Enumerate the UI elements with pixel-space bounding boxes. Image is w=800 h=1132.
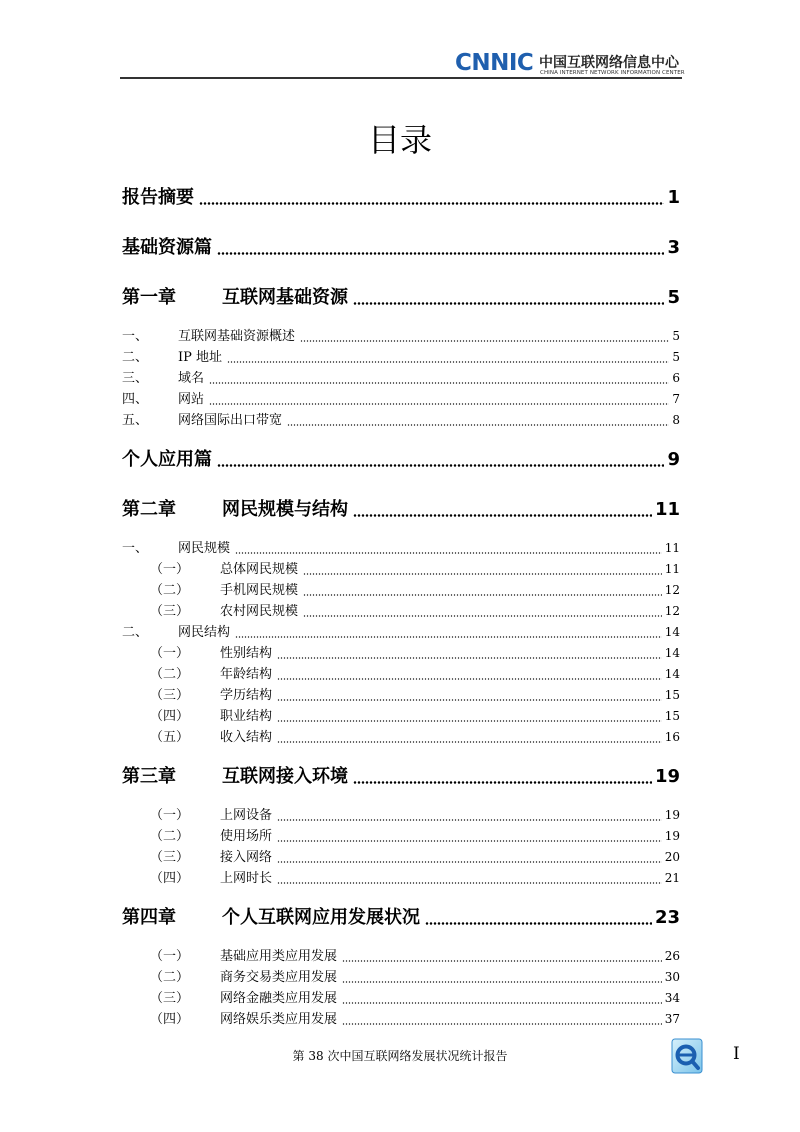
toc-section-entry [122, 868, 680, 889]
toc-entry-page: 6 [672, 370, 680, 385]
toc-entry-page: 15 [664, 708, 680, 723]
toc-entry-number: 第二章 [122, 499, 176, 520]
toc-entry-label: 农村网民规模 [220, 603, 299, 619]
toc-dot-leader [287, 410, 669, 431]
toc-chapter-entry [122, 287, 680, 309]
toc-entry-label: 基础应用类应用发展 [220, 948, 338, 964]
toc-section-entry [122, 967, 680, 988]
toc-entry-number: 二、 [122, 624, 149, 640]
toc-entry-label: IP 地址 [178, 349, 223, 365]
toc-entry-number: （一） [150, 807, 190, 823]
toc-dot-leader [342, 1009, 662, 1030]
cnnic-search-icon [671, 1038, 703, 1074]
org-name-cn: 中国互联网络信息中心 [539, 55, 679, 71]
toc-entry-number: （二） [150, 666, 190, 682]
toc-entry-label: 手机网民规模 [220, 582, 299, 598]
toc-dot-leader [277, 727, 662, 748]
toc-dot-leader [277, 685, 662, 706]
toc-dot-leader [353, 766, 652, 788]
toc-entry-page: 19 [654, 766, 680, 787]
toc-section-entry [122, 988, 680, 1009]
toc-entry-page: 5 [672, 328, 680, 343]
toc-section-entry [122, 664, 680, 685]
toc-section-entry [122, 643, 680, 664]
toc-entry-label: 网络金融类应用发展 [220, 990, 338, 1006]
toc-section-entry [122, 706, 680, 727]
toc-dot-leader [277, 643, 662, 664]
page-title: 目录 [367, 121, 432, 159]
toc-entry-label: 报告摘要 [122, 187, 194, 208]
toc-dot-leader [425, 907, 652, 929]
toc-entry-page: 34 [664, 990, 680, 1005]
toc-section-entry [122, 1009, 680, 1030]
toc-section-entry [122, 601, 680, 622]
toc-entry-page: 19 [664, 807, 680, 822]
toc-dot-leader [217, 449, 664, 471]
footer-report-title: 第 38 次中国互联网络发展状况统计报告 [292, 1049, 508, 1063]
toc-entry-number: （三） [150, 687, 190, 703]
toc-section-entry [122, 622, 680, 643]
toc-entry-number: 一、 [122, 540, 149, 556]
toc-dot-leader [209, 389, 669, 410]
toc-dot-leader [217, 237, 664, 259]
toc-section-entry [122, 946, 680, 967]
toc-dot-leader [303, 601, 662, 622]
toc-entry-label: 商务交易类应用发展 [220, 969, 338, 985]
toc-entry-label: 网站 [178, 391, 205, 407]
toc-entry-label: 个人应用篇 [122, 449, 212, 470]
toc-dot-leader [353, 499, 652, 521]
toc-section-entry [122, 805, 680, 826]
toc-entry-label: 网络国际出口带宽 [178, 412, 283, 428]
toc-dot-leader [342, 988, 662, 1009]
toc-entry-label: 收入结构 [220, 729, 273, 745]
toc-chapter-entry [122, 449, 680, 471]
org-name-en: CHINA INTERNET NETWORK INFORMATION CENTER [540, 70, 685, 76]
toc-entry-label: 接入网络 [220, 849, 273, 865]
toc-entry-label: 网络娱乐类应用发展 [220, 1011, 338, 1027]
toc-section-entry [122, 559, 680, 580]
toc-entry-number: （三） [150, 990, 190, 1006]
toc-entry-number: （一） [150, 561, 190, 577]
toc-entry-page: 26 [664, 948, 680, 963]
toc-entry-page: 12 [664, 582, 680, 597]
toc-entry-number: 第四章 [122, 907, 176, 928]
toc-entry-label: 个人互联网应用发展状况 [222, 907, 420, 928]
toc-entry-page: 3 [667, 237, 680, 258]
toc-section-entry [122, 368, 680, 389]
toc-entry-page: 30 [664, 969, 680, 984]
toc-entry-label: 学历结构 [220, 687, 273, 703]
toc-section-entry [122, 347, 680, 368]
toc-entry-number: 第一章 [122, 287, 176, 308]
toc-entry-page: 1 [667, 187, 680, 208]
toc-entry-number: 第三章 [122, 766, 176, 787]
toc-entry-number: （二） [150, 582, 190, 598]
toc-chapter-entry [122, 499, 680, 521]
toc-section-entry [122, 727, 680, 748]
toc-dot-leader [235, 538, 662, 559]
toc-section-entry [122, 847, 680, 868]
toc-section-entry [122, 580, 680, 601]
toc-entry-number: 三、 [122, 370, 149, 386]
toc-entry-page: 20 [664, 849, 680, 864]
toc-chapter-entry [122, 187, 680, 209]
toc-entry-number: （四） [150, 870, 190, 886]
toc-entry-page: 15 [664, 687, 680, 702]
toc-entry-page: 8 [672, 412, 680, 427]
table-of-contents [122, 187, 680, 1030]
toc-entry-label: 互联网接入环境 [222, 766, 348, 787]
toc-entry-label: 网民结构 [178, 624, 231, 640]
toc-entry-page: 21 [664, 870, 680, 885]
toc-entry-label: 互联网基础资源概述 [178, 328, 296, 344]
toc-section-entry [122, 538, 680, 559]
toc-entry-page: 23 [654, 907, 680, 928]
toc-entry-number: （一） [150, 645, 190, 661]
toc-entry-page: 12 [664, 603, 680, 618]
toc-dot-leader [303, 559, 662, 580]
toc-entry-page: 14 [664, 645, 680, 660]
toc-entry-number: （三） [150, 603, 190, 619]
toc-entry-page: 14 [664, 624, 680, 639]
toc-entry-label: 网民规模与结构 [222, 499, 348, 520]
toc-dot-leader [342, 967, 662, 988]
toc-entry-number: 四、 [122, 391, 149, 407]
toc-entry-number: （四） [150, 708, 190, 724]
toc-section-entry [122, 826, 680, 847]
toc-dot-leader [342, 946, 662, 967]
toc-entry-page: 11 [664, 561, 680, 576]
toc-entry-label: 域名 [178, 370, 205, 386]
toc-entry-number: （二） [150, 828, 190, 844]
toc-section-entry [122, 326, 680, 347]
toc-dot-leader [303, 580, 662, 601]
toc-entry-page: 11 [664, 540, 680, 555]
toc-section-entry [122, 389, 680, 410]
toc-chapter-entry [122, 907, 680, 929]
toc-entry-page: 16 [664, 729, 680, 744]
toc-dot-leader [235, 622, 662, 643]
toc-entry-label: 网民规模 [178, 540, 231, 556]
toc-entry-label: 性别结构 [220, 645, 273, 661]
toc-entry-label: 上网时长 [220, 870, 273, 886]
toc-entry-page: 14 [664, 666, 680, 681]
toc-dot-leader [300, 326, 669, 347]
toc-dot-leader [277, 868, 662, 889]
toc-entry-number: （一） [150, 948, 190, 964]
toc-entry-number: （二） [150, 969, 190, 985]
toc-entry-number: 二、 [122, 349, 149, 365]
toc-chapter-entry [122, 237, 680, 259]
toc-entry-page: 19 [664, 828, 680, 843]
toc-dot-leader [277, 706, 662, 727]
toc-entry-label: 基础资源篇 [122, 237, 212, 258]
toc-entry-label: 使用场所 [220, 828, 273, 844]
toc-entry-number: 五、 [122, 412, 149, 428]
header-rule [120, 77, 682, 79]
toc-dot-leader [353, 287, 664, 309]
toc-entry-label: 年龄结构 [220, 666, 273, 682]
toc-dot-leader [227, 347, 669, 368]
toc-section-entry [122, 685, 680, 706]
toc-chapter-entry [122, 766, 680, 788]
toc-entry-label: 互联网基础资源 [222, 287, 348, 308]
toc-section-entry [122, 410, 680, 431]
toc-entry-page: 37 [664, 1011, 680, 1026]
toc-dot-leader [199, 187, 664, 209]
toc-dot-leader [277, 847, 662, 868]
page-number: I [733, 1044, 740, 1064]
toc-entry-label: 职业结构 [220, 708, 273, 724]
toc-entry-page: 11 [654, 499, 680, 520]
toc-dot-leader [277, 664, 662, 685]
toc-entry-page: 5 [667, 287, 680, 308]
cnnic-logo: CNNIC [455, 50, 534, 76]
toc-entry-number: 一、 [122, 328, 149, 344]
toc-dot-leader [277, 826, 662, 847]
toc-entry-label: 总体网民规模 [220, 561, 299, 577]
toc-entry-page: 7 [672, 391, 680, 406]
toc-entry-number: （四） [150, 1011, 190, 1027]
toc-entry-number: （五） [150, 729, 190, 745]
toc-entry-label: 上网设备 [220, 807, 273, 823]
toc-entry-number: （三） [150, 849, 190, 865]
toc-entry-page: 5 [672, 349, 680, 364]
toc-dot-leader [277, 805, 662, 826]
toc-dot-leader [209, 368, 669, 389]
toc-entry-page: 9 [667, 449, 680, 470]
